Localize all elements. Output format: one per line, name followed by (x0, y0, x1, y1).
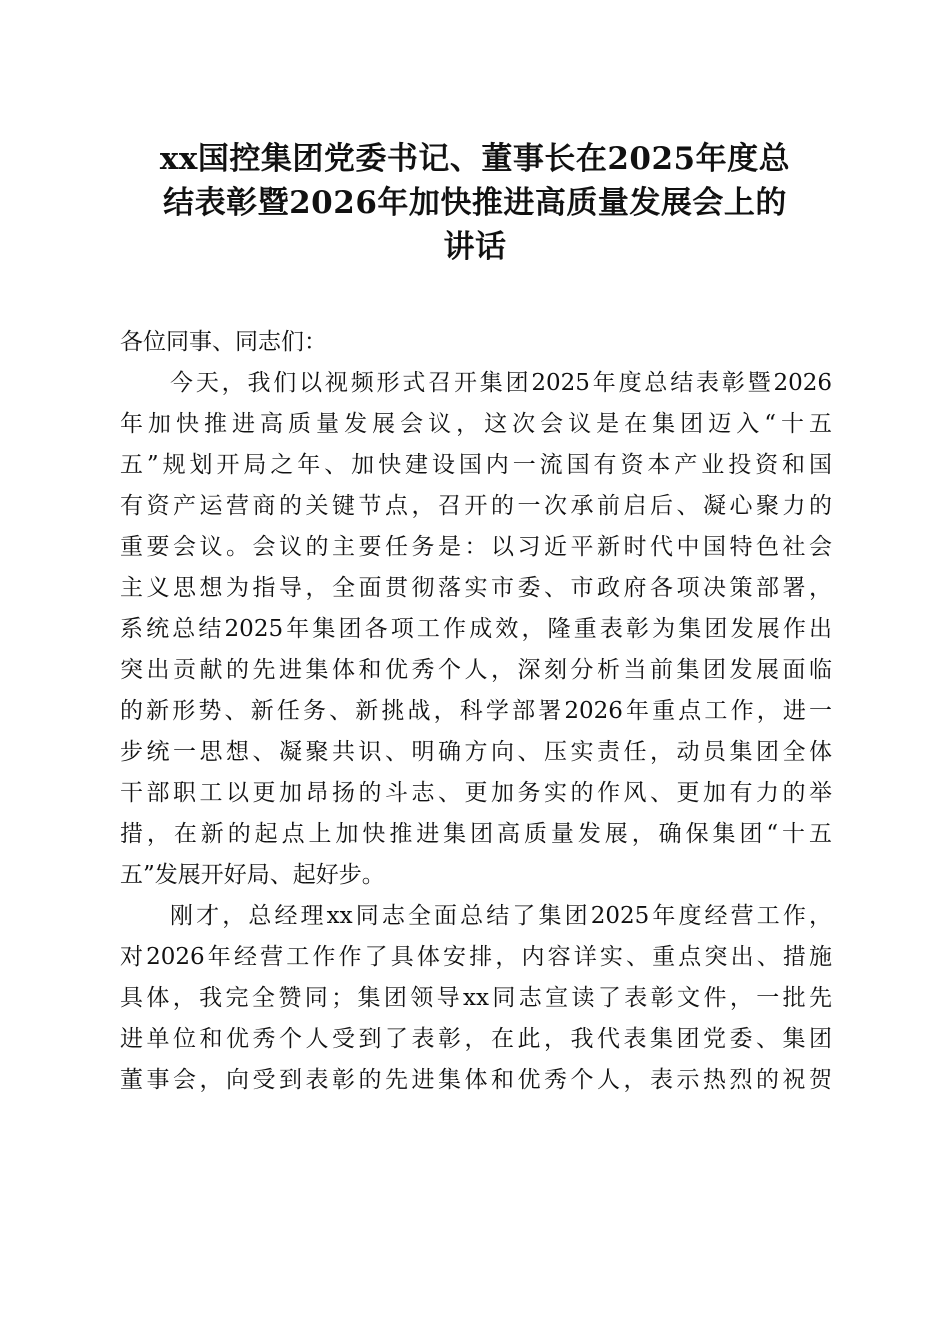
paragraph-line: 干部职工以更加昂扬的斗志、更加务实的作风、更加有力的举 (120, 780, 832, 806)
title-line-1: xx国控集团党委书记、董事长在2025年度总 (159, 141, 791, 177)
paragraph-line: 重要会议。会议的主要任务是：以习近平新时代中国特色社会 (120, 534, 832, 560)
paragraph-line: 年加快推进高质量发展会议，这次会议是在集团迈入“十五 (120, 411, 832, 437)
paragraph-line: 步统一思想、凝聚共识、明确方向、压实责任，动员集团全体 (120, 739, 832, 765)
paragraph-1 (120, 363, 832, 896)
paragraph-line: 具体，我完全赞同；集团领导xx同志宣读了表彰文件，一批先 (120, 985, 832, 1011)
title-line-3: 讲话 (443, 229, 507, 265)
paragraph-line: 主义思想为指导，全面贯彻落实市委、市政府各项决策部署， (120, 575, 832, 601)
paragraph-line: 进单位和优秀个人受到了表彰，在此，我代表集团党委、集团 (120, 1026, 832, 1052)
paragraph-line: 对2026年经营工作作了具体安排，内容详实、重点突出、措施 (120, 944, 832, 970)
paragraph-line: 董事会，向受到表彰的先进集体和优秀个人，表示热烈的祝贺 (120, 1067, 832, 1093)
paragraph-line: 今天，我们以视频形式召开集团2025年度总结表彰暨2026 (170, 370, 832, 396)
paragraph-2 (120, 896, 832, 1101)
paragraph-line: 系统总结2025年集团各项工作成效，隆重表彰为集团发展作出 (120, 616, 832, 642)
document-title (115, 137, 835, 269)
paragraph-line: 五”规划开局之年、加快建设国内一流国有资本产业投资和国 (120, 452, 832, 478)
salutation: 各位同事、同志们： (120, 329, 327, 355)
paragraph-line: 突出贡献的先进集体和优秀个人，深刻分析当前集团发展面临 (120, 657, 832, 683)
paragraph-line: 的新形势、新任务、新挑战，科学部署2026年重点工作，进一 (120, 698, 832, 724)
title-line-2: 结表彰暨2026年加快推进高质量发展会上的 (163, 185, 787, 221)
paragraph-line: 刚才，总经理xx同志全面总结了集团2025年度经营工作， (170, 903, 832, 929)
paragraph-line: 有资产运营商的关键节点，召开的一次承前启后、凝心聚力的 (120, 493, 832, 519)
document-body (120, 322, 832, 1101)
paragraph-line: 措，在新的起点上加快推进集团高质量发展，确保集团“十五 (120, 821, 832, 847)
paragraph-line: 五”发展开好局、起好步。 (120, 862, 385, 888)
